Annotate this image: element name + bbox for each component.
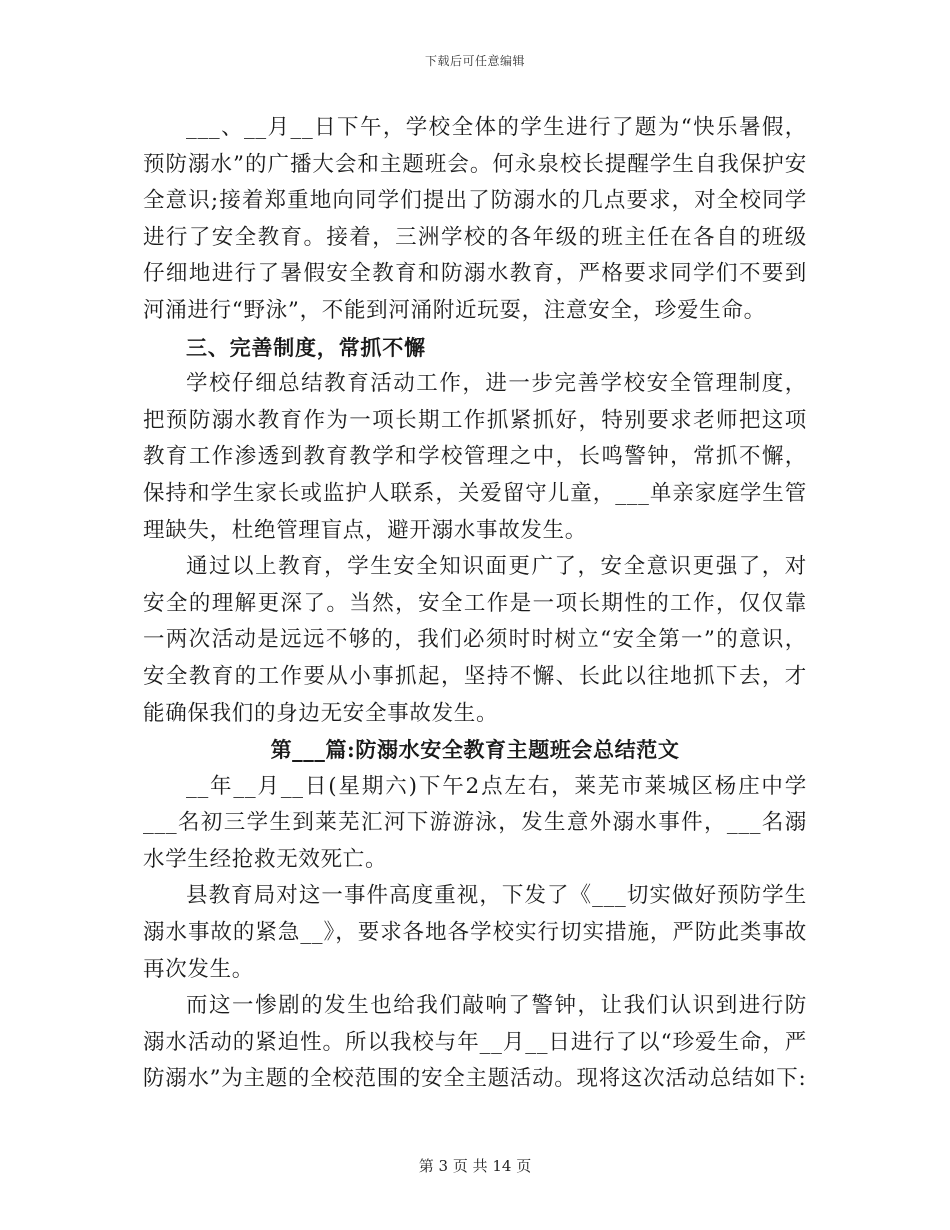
page-header: 下载后可任意编辑 [424,54,525,68]
paragraph-education-bureau: 县教育局对这一事件高度重视，下发了《___切实做好预防学生溺水事故的紧急__》，要求各地各学校实行切实措施，严防此类事故再次发生。 [143,883,807,982]
paragraph-broadcast-meeting: ___、__月__日下午，学校全体的学生进行了题为“快乐暑假，预防溺水”的广播大会和主题班会。何永泉校长提醒学生自我保护安全意识;接着郑重地向同学们提出了防溺水的几点要求，对全校同学进行了安全教育。接着，三洲学校的各年级的班主任在各自的班级仔细地进行了暑假安全教育和防溺水教育，严格要求同学们不要到河涌进行“野泳”，不能到河涌附近玩耍，注意安全，珍爱生命。 [143,115,807,323]
article-title: 第___篇:防溺水安全教育主题班会总结范文 [270,737,680,763]
section-heading-improve-system: 三、完善制度，常抓不懈 [186,334,426,360]
paragraph-incident: __年__月__日(星期六)下午2点左右，莱芜市莱城区杨庄中学___名初三学生到莱芜汇河下游游泳，发生意外溺水事件，___名溺水学生经抢救无效死亡。 [143,773,807,872]
paragraph-improve-system: 学校仔细总结教育活动工作，进一步完善学校安全管理制度，把预防溺水教育作为一项长期工作抓紧抓好，特别要求老师把这项教育工作渗透到教育教学和学校管理之中，长鸣警钟，常抓不懈，保持和学生家长或监护人联系，关爱留守儿童，___单亲家庭学生管理缺失，杜绝管理盲点，避开溺水事故发生。 [143,371,807,543]
document-body [143,110,807,1098]
paragraph-conclusion: 通过以上教育，学生安全知识面更广了，安全意识更强了，对安全的理解更深了。当然，安全工作是一项长期性的工作，仅仅靠一两次活动是远远不够的，我们必须时时树立“安全第一”的意识，安全教育的工作要从小事抓起，坚持不懈、长此以往地抓下去，才能确保我们的身边无安全事故发生。 [143,554,807,726]
page-number: 第 3 页 共 14 页 [418,1157,532,1175]
paragraph-activity-summary: 而这一惨剧的发生也给我们敲响了警钟，让我们认识到进行防溺水活动的紧迫性。所以我校与年__月__日进行了以“珍爱生命，严防溺水”为主题的全校范围的安全主题活动。现将这次活动总结如下: [143,993,807,1092]
